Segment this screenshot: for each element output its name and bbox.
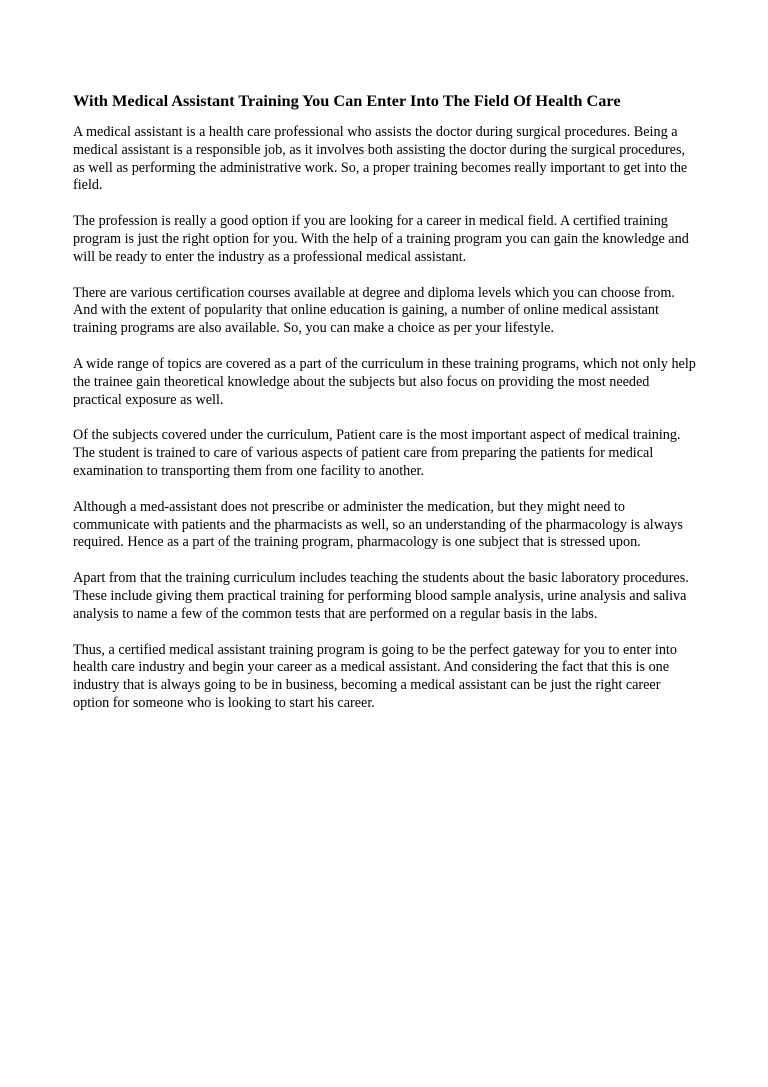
paragraph: The profession is really a good option if you are looking for a career in medical field. A certified training program is just the right option for you. With the help of a training program you can gain the knowledge and will be ready to enter the industry as a professional medical assistant. [73,213,689,265]
document-body [73,90,699,731]
paragraph: A wide range of topics are covered as a part of the curriculum in these training programs, which not only help the trainee gain theoretical knowledge about the subjects but also focus on providing the most needed practical exposure as well. [73,355,696,408]
paragraph: Of the subjects covered under the curriculum, Patient care is the most important aspect of medical training. The student is trained to care of various aspects of patient care from preparing the patients for medical examination to transporting them from one facility to another. [73,427,681,479]
paragraph: Apart from that the training curriculum includes teaching the students about the basic laboratory procedures. These include giving them practical training for performing blood sample analysis, urine analysis and saliva analysis to name a few of the common tests that are performed on a regular basis in the labs. [73,570,689,622]
document-title: With Medical Assistant Training You Can Enter Into The Field Of Health Care [73,91,621,110]
paragraph: Although a med-assistant does not prescribe or administer the medication, but they might need to communicate with patients and the pharmacists as well, so an understanding of the pharmacology is always required. Hence as a part of the training program, pharmacology is one subject that is stressed upon. [73,498,683,551]
paragraph: Thus, a certified medical assistant training program is going to be the perfect gateway for you to enter into health care industry and begin your career as a medical assistant. And considering the fact that this is one industry that is always going to be in business, becoming a medical assistant can be just the right career option for someone who is looking to start his career. [73,641,677,711]
paragraph: A medical assistant is a health care professional who assists the doctor during surgical procedures. Being a medical assistant is a responsible job, as it involves both assisting the doctor during the surgical procedures, as well as performing the administrative work. So, a proper training becomes really important to get into the field. [73,124,688,194]
paragraph: There are various certification courses available at degree and diploma levels which you can choose from. And with the extent of popularity that online education is gaining, a number of online medical assistant training programs are also available. So, you can make a choice as per your lifestyle. [73,284,675,337]
